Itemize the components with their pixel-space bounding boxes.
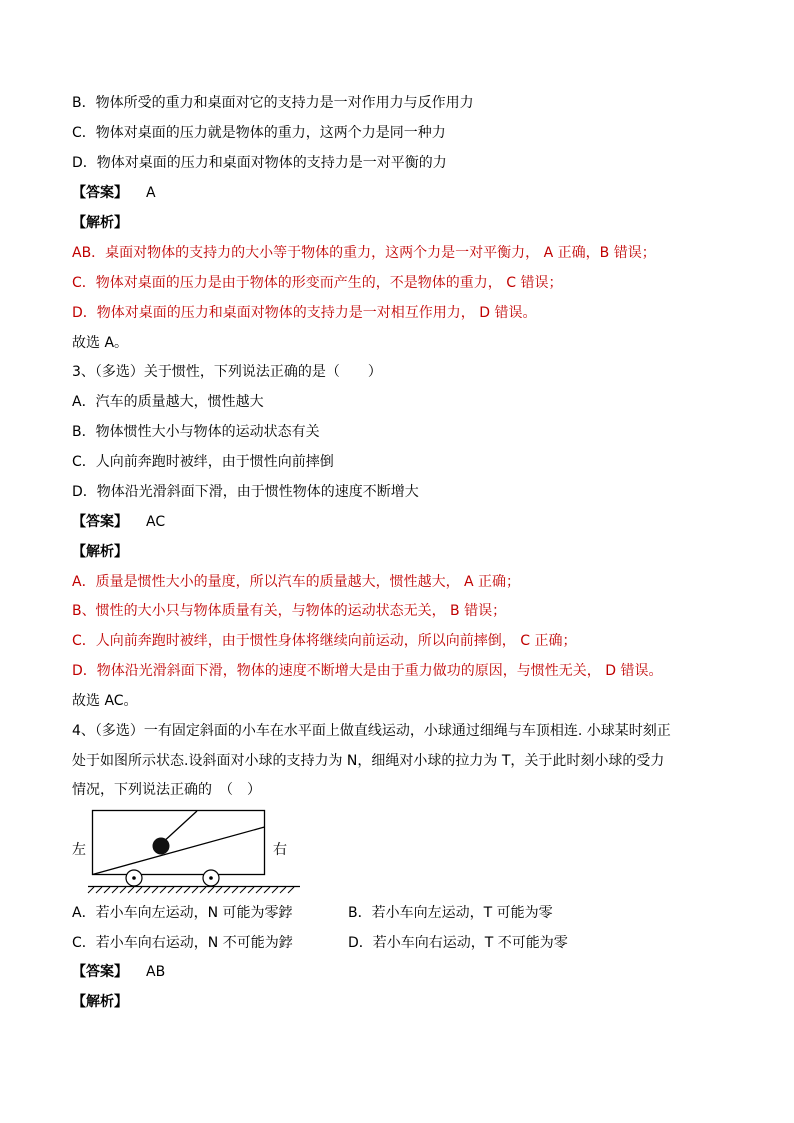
q3-analysis-line: D．物体沿光滑斜面下滑，物体的速度不断增大是由于重力做功的原因，与惯性无关， D 错误。 (72, 663, 663, 679)
wheel-axle (209, 876, 213, 880)
q2-answer-tag: 【答案】 (72, 185, 128, 201)
q3-conclusion: 故选 AC。 (72, 693, 138, 709)
incline-surface (93, 827, 265, 875)
q4-analysis-tag: 【解析】 (72, 994, 128, 1010)
q3-option-a: A．汽车的质量越大，惯性越大 (72, 394, 264, 410)
left-label: 左 (72, 842, 86, 858)
q4-answer-tag: 【答案】 (72, 964, 128, 980)
q3-analysis-tag: 【解析】 (72, 544, 128, 560)
q4-option-row (72, 933, 293, 953)
cart-incline-diagram (72, 804, 312, 896)
wheel-axle (132, 876, 136, 880)
q4-stem-line: 4、（多选）一有固定斜面的小车在水平面上做直线运动，小球通过细绳与车顶相连. 小球某时刻正 (72, 723, 671, 739)
q4-option-c: C．若小车向右运动，N 不可能为鋍 (72, 935, 293, 951)
q3-option-c: C．人向前奔跑时被绊，由于惯性向前摔倒 (72, 454, 334, 470)
q4-stem-line: 情况，下列说法正确的 （ ） (72, 782, 261, 798)
q3-stem: 3、（多选）关于惯性，下列说法正确的是（ ） (72, 364, 382, 380)
q4-stem-line: 处于如图所示状态.设斜面对小球的支持力为 N，细绳对小球的拉力为 T，关于此时刻小球的受力 (72, 753, 665, 769)
q4-option-row (72, 903, 293, 923)
cart-diagram-svg (72, 804, 312, 896)
q2-answer-row (72, 183, 156, 203)
q2-analysis-tag: 【解析】 (72, 215, 128, 231)
q4-answer-value: AB (146, 964, 166, 980)
ground-hatching (88, 887, 294, 893)
q3-option-b: B．物体惯性大小与物体的运动状态有关 (72, 424, 320, 440)
q3-analysis-line: B、惯性的大小只与物体质量有关，与物体的运动状态无关， B 错误； (72, 603, 507, 619)
ball (153, 838, 170, 855)
q3-analysis-line: A．质量是惯性大小的量度，所以汽车的质量越大，惯性越大， A 正确； (72, 574, 521, 590)
q2-analysis-line: AB．桌面对物体的支持力的大小等于物体的重力，这两个力是一对平衡力， A 正确，B 错误； (72, 245, 656, 261)
q3-option-d: D．物体沿光滑斜面下滑，由于惯性物体的速度不断增大 (72, 484, 419, 500)
right-label: 右 (273, 842, 287, 858)
q2-option-c: C．物体对桌面的压力就是物体的重力，这两个力是同一种力 (72, 125, 446, 141)
q4-option-d: D．若小车向右运动，T 不可能为零 (348, 935, 568, 951)
q2-option-b: B．物体所受的重力和桌面对它的支持力是一对作用力与反作用力 (72, 95, 474, 111)
q3-answer-value: AC (146, 514, 166, 530)
q3-answer-tag: 【答案】 (72, 514, 128, 530)
rope (161, 811, 197, 844)
q2-option-d: D．物体对桌面的压力和桌面对物体的支持力是一对平衡的力 (72, 155, 447, 171)
q2-analysis-line: D．物体对桌面的压力和桌面对物体的支持力是一对相互作用力， D 错误。 (72, 305, 537, 321)
q4-option-b: B．若小车向左运动，T 可能为零 (348, 905, 553, 921)
q2-analysis-line: C．物体对桌面的压力是由于物体的形变而产生的，不是物体的重力， C 错误； (72, 275, 563, 291)
q4-option-a: A．若小车向左运动，N 可能为零鋍 (72, 905, 293, 921)
q3-answer-row (72, 512, 165, 532)
q2-conclusion: 故选 A。 (72, 335, 129, 351)
q3-analysis-line: C．人向前奔跑时被绊，由于惯性身体将继续向前运动，所以向前摔倒， C 正确； (72, 633, 577, 649)
q2-answer-value: A (146, 185, 156, 201)
cart-body (93, 811, 265, 875)
q4-answer-row (72, 962, 165, 982)
